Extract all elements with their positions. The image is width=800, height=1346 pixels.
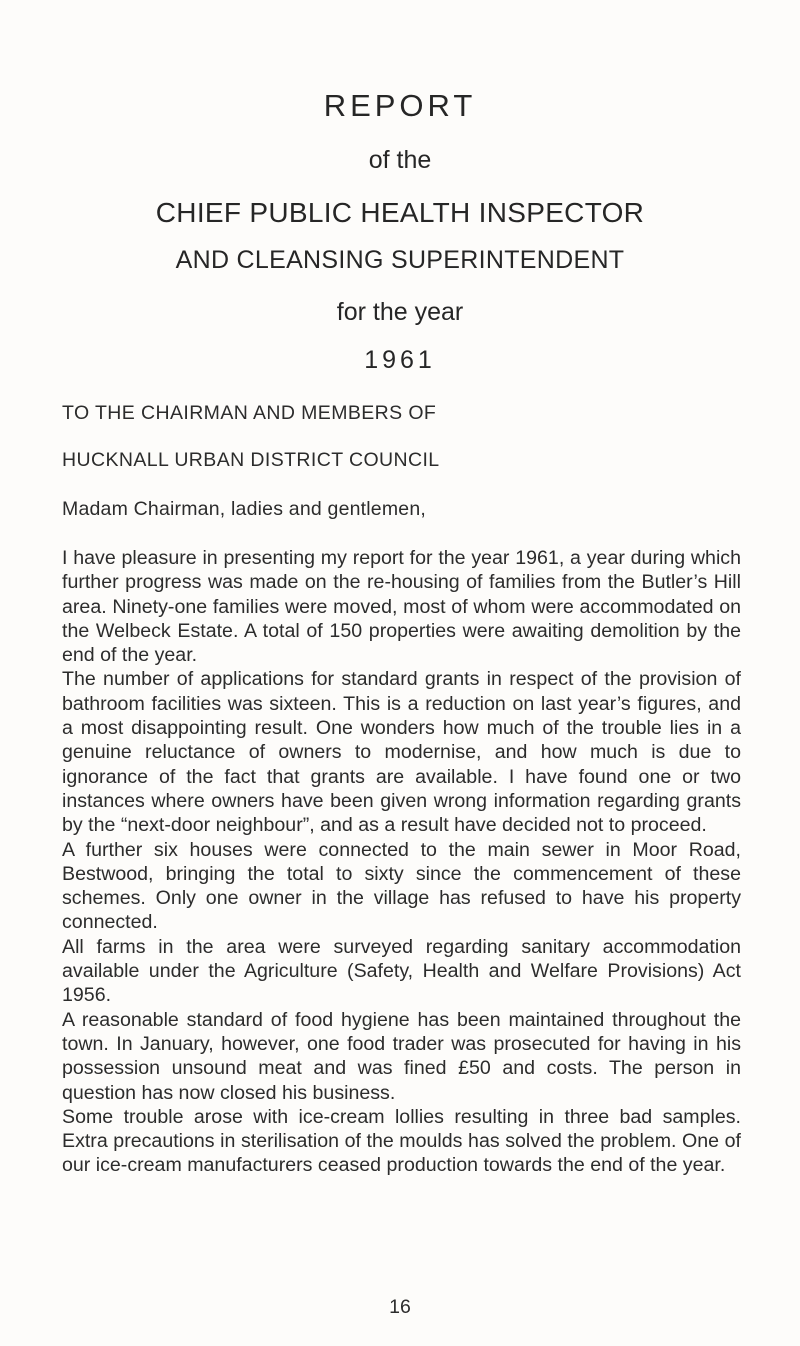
page-number: 16 — [389, 1296, 411, 1318]
report-body — [62, 546, 741, 1178]
paragraph-standard-grants: The number of applications for standard grants in respect of the provision of bathroom facilities was sixteen. This is a reduction on last year’s figures, and a most disappointing result. One wonders how much of the trouble lies in a genuine reluctance of owners to modernise, and how much is due to ignorance of the fact that grants are available. I have found one or two instances where owners have been given wrong information regarding grants by the “next-door neighbour”, and as a result have decided not to proceed. — [62, 668, 741, 837]
for-the-year-text: for the year — [336, 298, 464, 326]
title-line-2: AND CLEANSING SUPERINTENDENT — [175, 246, 625, 274]
paragraph-ice-cream: Some trouble arose with ice-cream lollies resulting in three bad samples. Extra precautions in sterilisation of the moulds has solved the problem. One of our ice-cream manufacturers ceased production towards the end of the year. — [62, 1105, 741, 1177]
paragraph-food-hygiene: A reasonable standard of food hygiene has been maintained throughout the town. In January, however, one food trader was prosecuted for having in his possession unsound meat and was fined £50 and costs. The person in question has now closed his business. — [62, 1008, 741, 1104]
report-year: 1961 — [364, 346, 436, 374]
addressee-line-2: HUCKNALL URBAN DISTRICT COUNCIL — [62, 449, 440, 471]
addressee-line-1: TO THE CHAIRMAN AND MEMBERS OF — [62, 402, 437, 424]
paragraph-sewer-connections: A further six houses were connected to the main sewer in Moor Road, Bestwood, bringing the total to sixty since the commencement of these schemes. Only one owner in the village has refused to have his property connected. — [62, 838, 741, 934]
title-line-1: CHIEF PUBLIC HEALTH INSPECTOR — [155, 197, 645, 228]
of-the-text: of the — [368, 146, 432, 174]
paragraph-rehousing: I have pleasure in presenting my report for the year 1961, a year during which further progress was made on the re-housing of families from the Butler’s Hill area. Ninety-one families were moved, most of whom were accommodated on the Welbeck Estate. A total of 150 properties were awaiting demolition by the end of the year. — [62, 547, 741, 667]
report-heading: REPORT — [323, 88, 477, 123]
salutation: Madam Chairman, ladies and gentlemen, — [62, 498, 427, 520]
paragraph-farms-survey: All farms in the area were surveyed regarding sanitary accommodation available under the Agriculture (Safety, Health and Welfare Provisions) Act 1956. — [62, 935, 741, 1007]
